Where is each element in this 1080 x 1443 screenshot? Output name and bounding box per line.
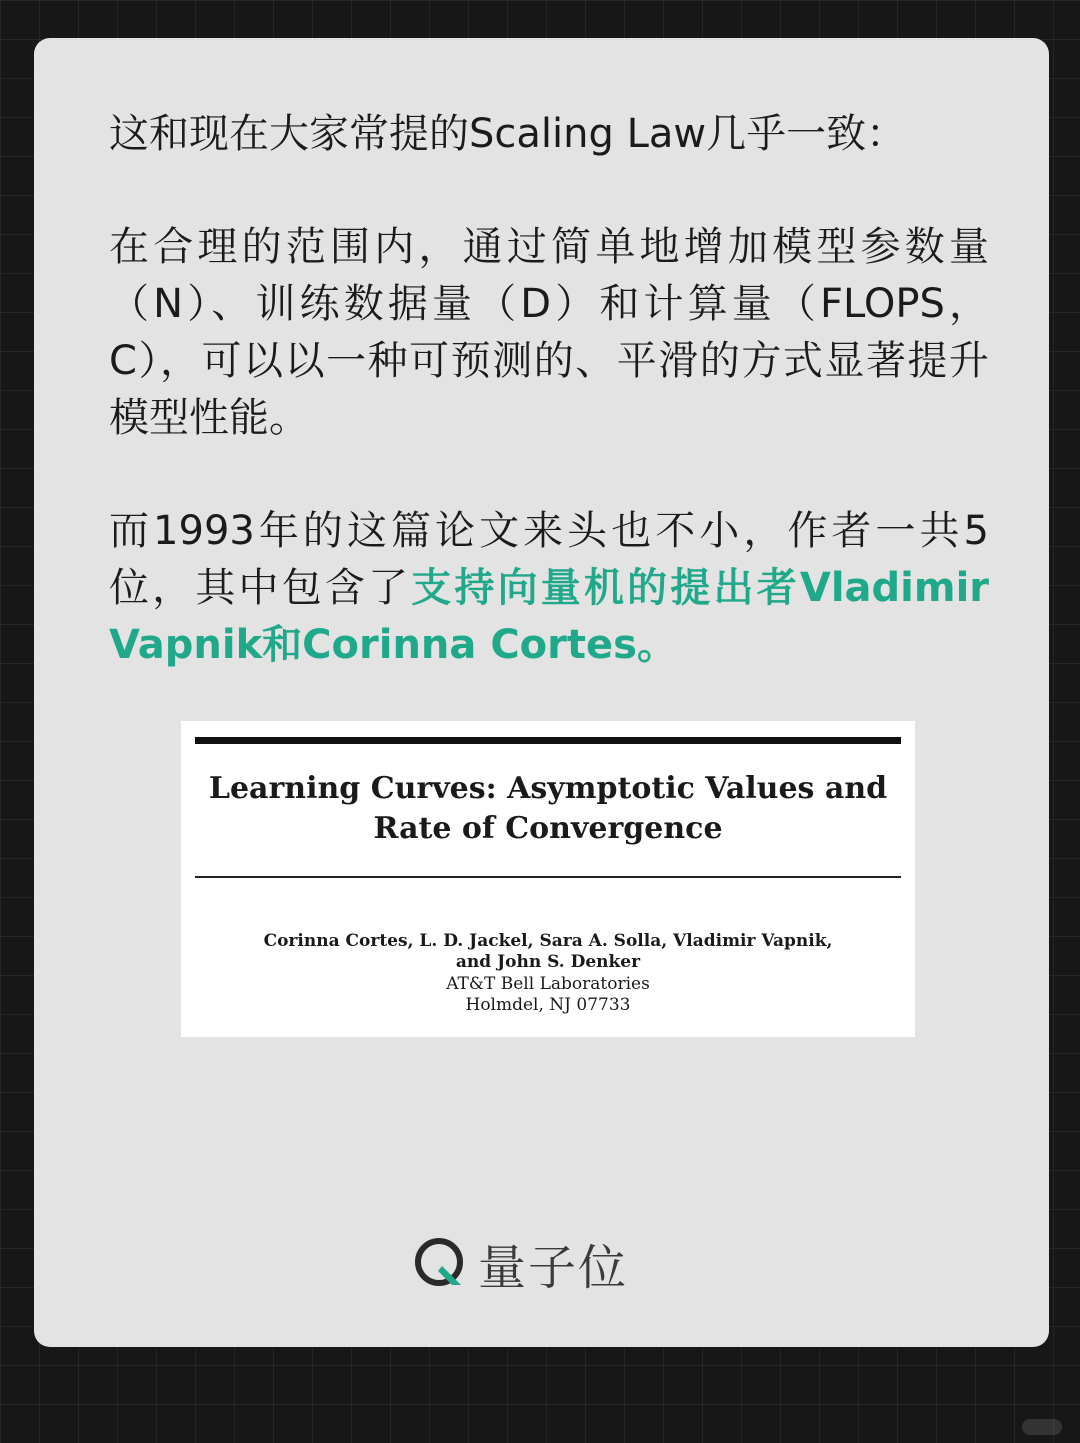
paper-title (181, 769, 915, 849)
paper-address-line: Holmdel, NJ 07733 (465, 995, 631, 1015)
brand-logo (412, 1233, 629, 1296)
paper-origin-paragraph (109, 503, 989, 674)
paper-title-line-2: Rate of Convergence (373, 811, 723, 846)
scaling-law-paragraph: 在合理的范围内，通过简单地增加模型参数量（N）、训练数据量（D）和计算量（FLOPS，C），可以以一种可预测的、平滑的方式显著提升模型性能。 (109, 224, 989, 441)
paper-affiliation (181, 974, 915, 1016)
paper-authors-line-1: Corinna Cortes, L. D. Jackel, Sara A. Solla, Vladimir Vapnik, (263, 931, 833, 951)
watermark-badge (1022, 1419, 1062, 1435)
paper-authors-line-2: and John S. Denker (455, 952, 641, 972)
paper-title-line-1: Learning Curves: Asymptotic Values and (208, 771, 888, 806)
intro-paragraph: 这和现在大家常提的Scaling Law几乎一致： (109, 111, 907, 157)
paper-affiliation-line: AT&T Bell Laboratories (446, 974, 650, 994)
paper-title-rule (195, 876, 901, 878)
highlighted-authors: 支持向量机的提出者Vladimir Vapnik和Corinna Cortes。 (109, 565, 990, 668)
paper-header-image (181, 721, 915, 1037)
brand-logo-text: 量子位 (478, 1239, 629, 1296)
q-logo-icon (412, 1235, 468, 1291)
paper-origin-text: 而1993年的这篇论文来头也不小，作者一共5位，其中包含了 (109, 508, 989, 611)
content-card (34, 38, 1049, 1347)
paper-authors (181, 931, 915, 973)
paper-top-rule (195, 737, 901, 744)
